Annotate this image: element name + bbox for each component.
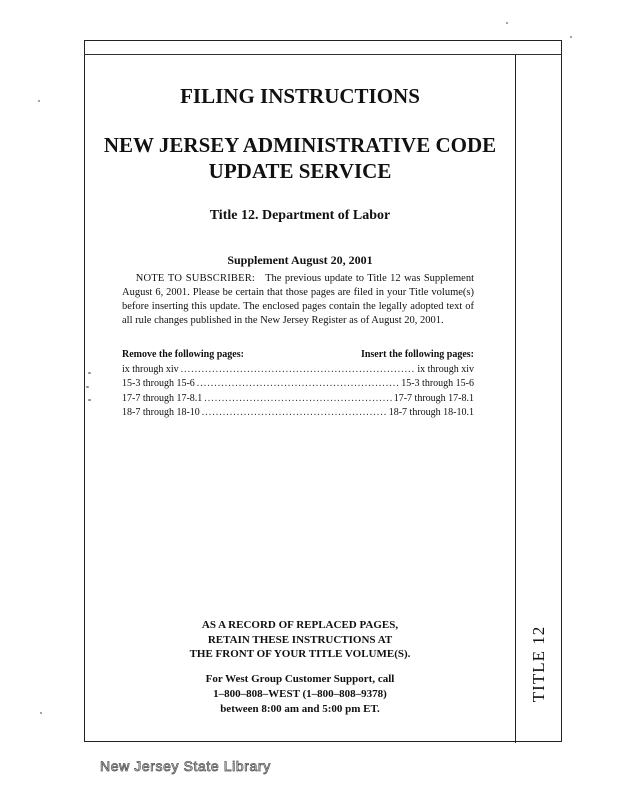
table-row — [122, 406, 474, 421]
code-title-line-1: NEW JERSEY ADMINISTRATIVE CODE — [103, 133, 497, 157]
table-row — [122, 392, 474, 407]
scan-speck — [88, 399, 91, 401]
remove-pages: 18-7 through 18-10 — [122, 407, 200, 418]
retain-line-3: THE FRONT OF YOUR TITLE VOLUME(S). — [189, 648, 411, 660]
note-text: The previous update to Title 12 was Supplement August 6, 2001. Please be certain that those pages are filed in your Title volume(s) before inserting this update. The enclosed pages contain the legally adopted text of all rule changes published in the New Jersey Register as of August 20, 2001. — [122, 273, 474, 326]
supplement-date: Supplement August 20, 2001 — [227, 253, 373, 267]
retain-line-1: AS A RECORD OF REPLACED PAGES, — [201, 619, 399, 631]
leader-dots — [202, 406, 387, 421]
title-tab — [521, 622, 557, 706]
remove-header: Remove the following pages: — [122, 349, 244, 360]
document-heading: FILING INSTRUCTIONS — [180, 84, 420, 108]
insert-pages: 17-7 through 17-8.1 — [393, 392, 474, 404]
title-tab-label: TITLE 12 — [529, 625, 549, 703]
code-title-line-2: UPDATE SERVICE — [208, 159, 392, 183]
insert-header: Insert the following pages: — [360, 349, 474, 360]
scan-speck — [86, 386, 89, 388]
support-info — [100, 672, 500, 717]
support-line-2: 1–800–808–WEST (1–800–808–9378) — [213, 688, 387, 700]
remove-pages: ix through xiv — [122, 363, 179, 375]
scan-speck — [506, 22, 508, 24]
scan-speck — [40, 712, 42, 714]
leader-dots — [181, 363, 416, 378]
scan-speck — [570, 36, 572, 38]
document-page — [100, 40, 500, 740]
leader-dots — [204, 392, 391, 407]
pages-table — [122, 348, 474, 421]
support-line-3: between 8:00 am and 5:00 pm ET. — [220, 703, 380, 715]
insert-pages: 15-3 through 15-6 — [401, 378, 474, 389]
library-stamp: New Jersey State Library — [100, 758, 271, 774]
scan-speck — [88, 372, 91, 374]
table-row — [122, 377, 474, 392]
leader-dots — [197, 377, 399, 392]
subscriber-note — [122, 272, 474, 328]
insert-pages: ix through xiv — [417, 363, 474, 375]
tab-divider — [515, 55, 516, 743]
retain-line-2: RETAIN THESE INSTRUCTIONS AT — [207, 633, 393, 646]
code-title — [100, 132, 500, 184]
title-name: Title 12. Department of Labor — [209, 208, 391, 223]
pages-table-header — [122, 348, 474, 363]
scan-speck — [38, 100, 40, 102]
table-row — [122, 363, 474, 378]
insert-pages: 18-7 through 18-10.1 — [388, 407, 474, 418]
remove-pages: 15-3 through 15-6 — [122, 378, 195, 389]
remove-pages: 17-7 through 17-8.1 — [122, 392, 203, 404]
retain-notice — [100, 618, 500, 662]
note-label: NOTE TO SUBSCRIBER: — [135, 273, 256, 284]
support-line-1: For West Group Customer Support, call — [205, 673, 395, 685]
